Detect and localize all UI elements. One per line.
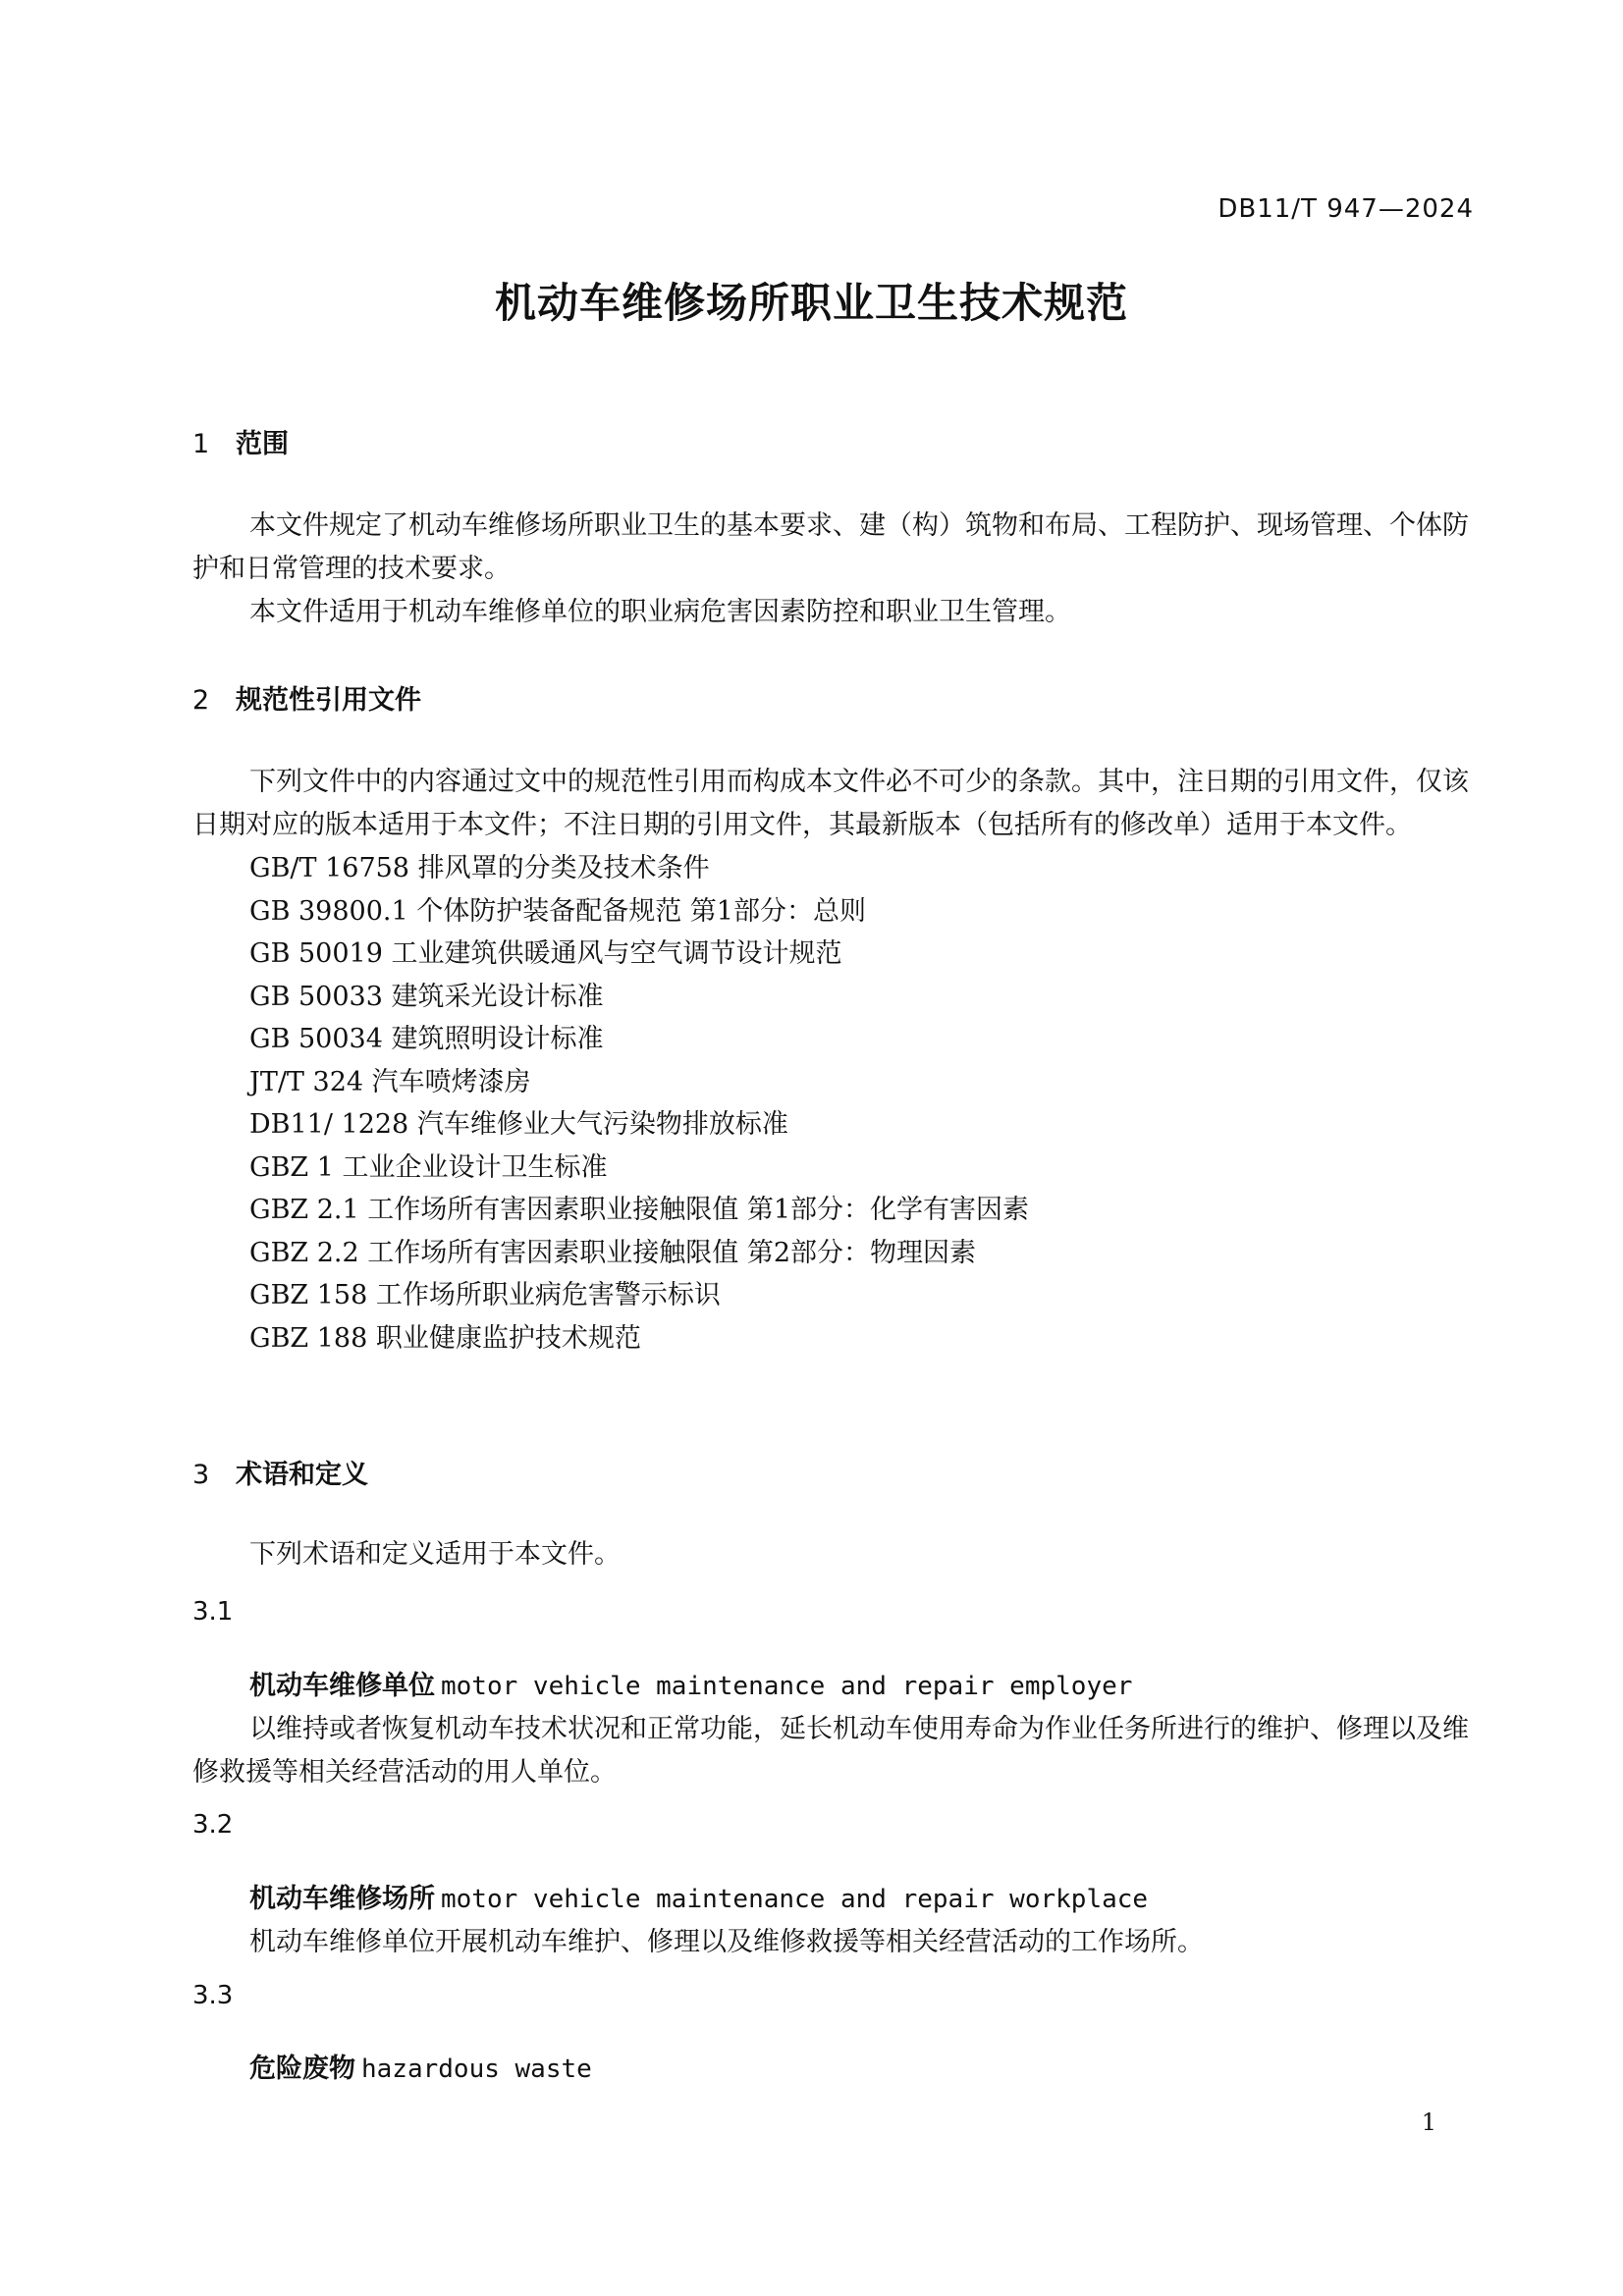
term-english: hazardous waste [361,2055,592,2084]
section-title: 范围 [236,429,289,459]
reference-item: GBZ 2.1 工作场所有害因素职业接触限值 第1部分：化学有害因素 [249,1195,1030,1225]
term-number: 3.1 [192,1597,234,1627]
terms-intro [192,1533,1469,1576]
term-definition [192,1921,1469,1964]
term-definition [192,1708,1469,1794]
section-scope-heading [192,422,1469,460]
reference-item: JT/T 324 汽车喷烤漆房 [249,1066,531,1097]
paragraph: 本文件适用于机动车维修单位的职业病危害因素防控和职业卫生管理。 [249,597,1071,627]
section-title: 术语和定义 [236,1460,368,1490]
term-chinese: 危险废物 [249,2054,355,2084]
reference-item: GBZ 188 职业健康监护技术规范 [249,1322,641,1354]
term-chinese: 机动车维修场所 [249,1884,435,1914]
term-number: 3.2 [192,1810,234,1840]
reference-item: DB11/ 1228 汽车维修业大气污染物排放标准 [249,1109,788,1140]
section-number: 3 [192,1460,210,1490]
paragraph: 下列术语和定义适用于本文件。 [249,1539,621,1570]
reference-item: GB 50019 工业建筑供暖通风与空气调节设计规范 [249,938,842,969]
reference-item: GBZ 2.2 工作场所有害因素职业接触限值 第2部分：物理因素 [249,1237,977,1268]
document-title: 机动车维修场所职业卫生技术规范 [494,279,1128,327]
section-references-body [192,761,1469,1360]
term-heading [192,1664,1526,1702]
term-english: motor vehicle maintenance and repair workplace [441,1885,1149,1914]
paragraph: 下列文件中的内容通过文中的规范性引用而构成本文件必不可少的条款。其中，注日期的引用文件，仅该日期对应的版本适用于本文件；不注日期的引用文件，其最新版本（包括所有的修改单）适用于本文件。 [192,767,1469,840]
reference-item: GB 50034 建筑照明设计标准 [249,1024,604,1054]
term-number: 3.3 [192,1981,234,2010]
reference-item: GB 39800.1 个体防护装备配备规范 第1部分：总则 [249,895,866,927]
term-heading [192,1877,1526,1915]
section-number: 1 [192,429,210,459]
reference-item: GBZ 158 工作场所职业病危害警示标识 [249,1280,721,1310]
term-heading [192,2047,1526,2085]
section-number: 2 [192,685,210,716]
reference-item: GBZ 1 工业企业设计卫生标准 [249,1151,608,1183]
paragraph: 本文件规定了机动车维修场所职业卫生的基本要求、建（构）筑物和布局、工程防护、现场管理、个体防护和日常管理的技术要求。 [192,510,1469,584]
paragraph: 以维持或者恢复机动车技术状况和正常功能，延长机动车使用寿命为作业任务所进行的维护、修理以及维修救援等相关经营活动的用人单位。 [192,1714,1469,1788]
section-terms-heading [192,1453,1469,1491]
reference-item: GB/T 16758 排风罩的分类及技术条件 [249,853,710,883]
term-english: motor vehicle maintenance and repair employer [441,1672,1133,1701]
section-scope-body [192,505,1469,634]
reference-list [192,847,1469,1360]
paragraph: 机动车维修单位开展机动车维护、修理以及维修救援等相关经营活动的工作场所。 [249,1927,1204,1957]
section-references-heading [192,678,1469,717]
document-code: DB11/T 947—2024 [1217,194,1474,224]
reference-item: GB 50033 建筑采光设计标准 [249,981,604,1012]
section-title: 规范性引用文件 [236,685,421,716]
page-number: 1 [1421,2109,1436,2136]
term-chinese: 机动车维修单位 [249,1671,435,1701]
